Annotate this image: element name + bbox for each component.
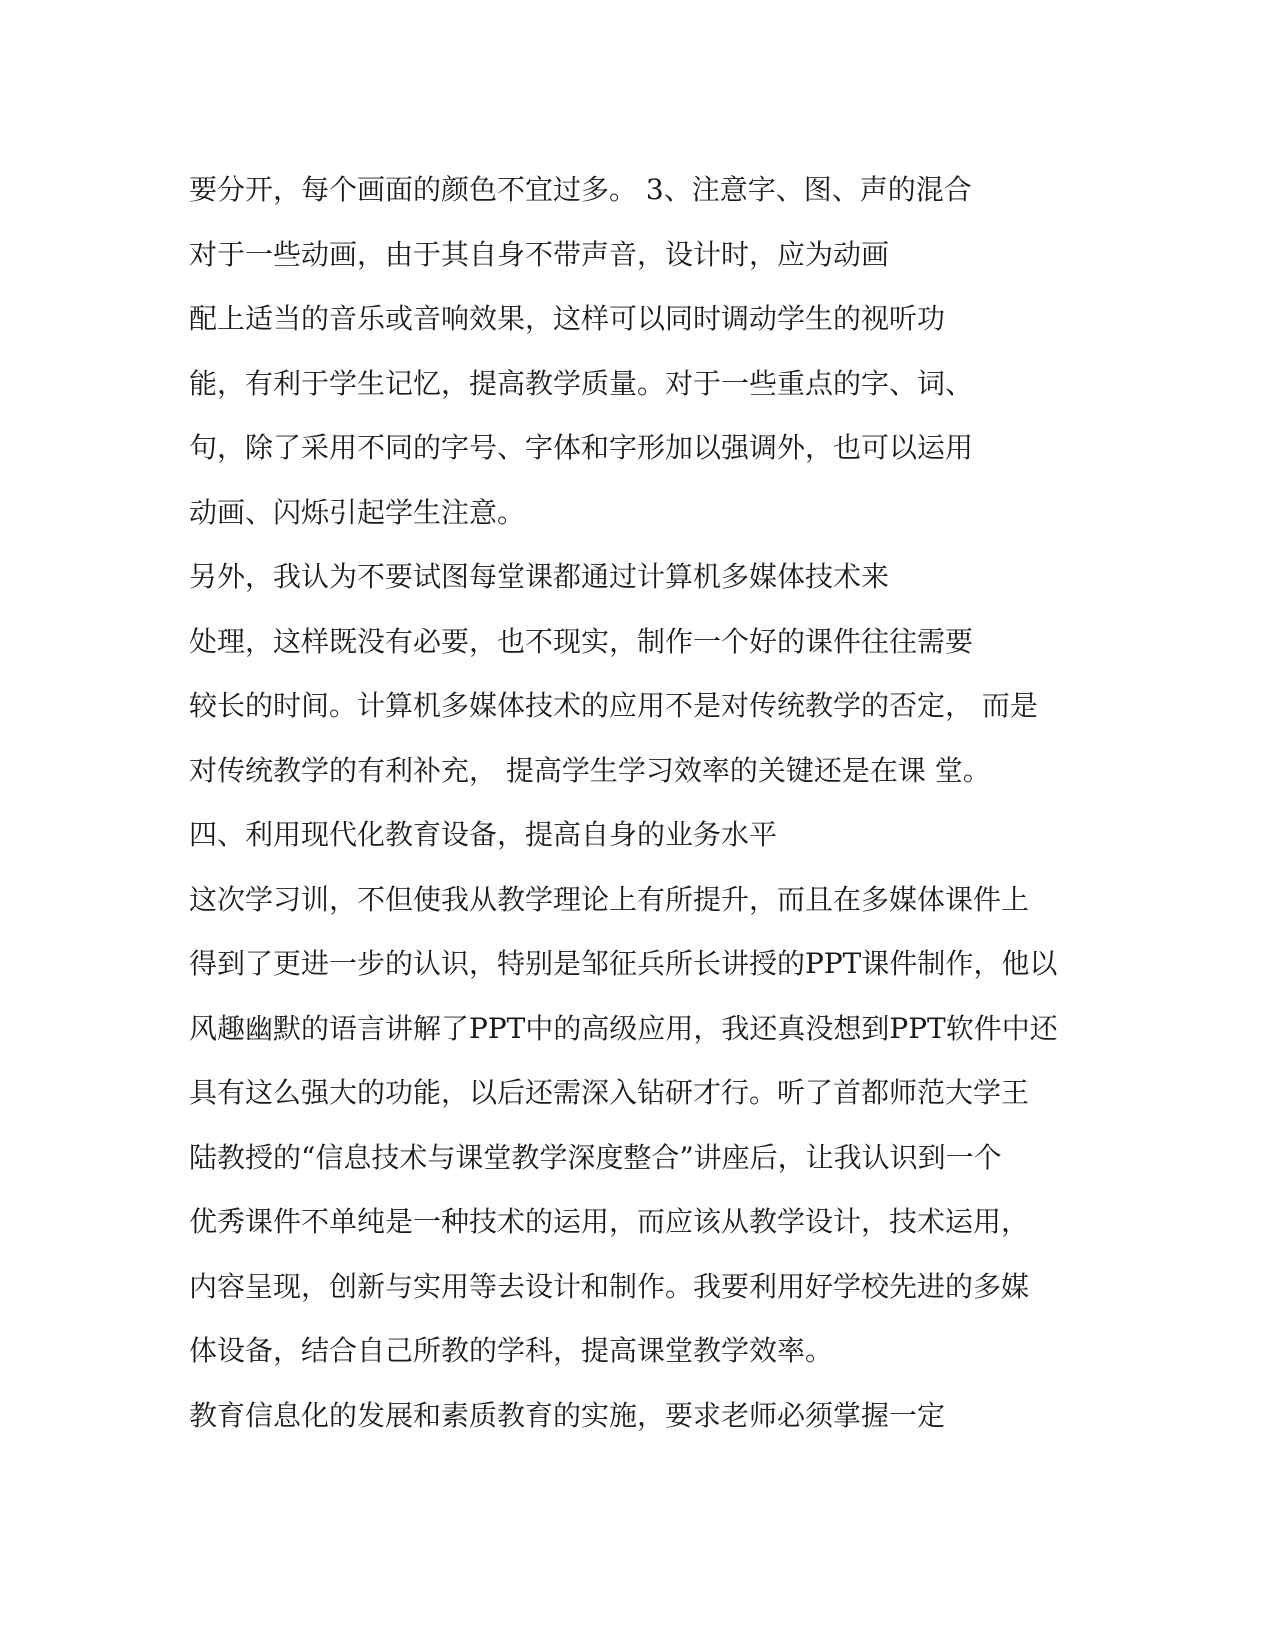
text-line: 动画、闪烁引起学生注意。: [189, 495, 526, 529]
body-text: [189, 166, 1089, 1456]
text-line: 配上适当的音乐或音响效果，这样可以同时调动学生的视听功: [189, 302, 946, 335]
text-line: 内容呈现，创新与实用等去设计和制作。我要利用好学校先进的多媒: [189, 1269, 1030, 1303]
text-line: 体设备，结合自己所教的学科，提高课堂教学效率。: [189, 1334, 834, 1367]
text-line: 这次学习训，不但使我从教学理论上有所提升，而且在多媒体课件上: [189, 882, 1030, 916]
text-line: 得到了更进一步的认识，特别是邹征兵所长讲授的PPT课件制作，他以: [189, 947, 1058, 980]
text-line: 句，除了采用不同的字号、字体和字形加以强调外，也可以运用: [189, 431, 974, 464]
text-line: 要分开，每个画面的颜色不宜过多。 3、注意字、图、声的混合: [189, 173, 972, 206]
text-line: 教育信息化的发展和素质教育的实施，要求老师必须掌握一定: [189, 1398, 946, 1432]
text-line: 具有这么强大的功能，以后还需深入钻研才行。听了首都师范大学王: [189, 1076, 1030, 1109]
text-line: 陆教授的“信息技术与课堂教学深度整合”讲座后，让我认识到一个: [189, 1140, 1002, 1174]
text-line: 优秀课件不单纯是一种技术的运用，而应该从教学设计，技术运用，: [189, 1205, 1030, 1238]
text-line: 对于一些动画，由于其自身不带声音，设计时，应为动画: [189, 237, 890, 271]
section-heading: 四、利用现代化教育设备，提高自身的业务水平: [189, 818, 778, 851]
text-line: 能，有利于学生记忆，提高教学质量。对于一些重点的字、词、: [189, 366, 974, 400]
text-line: 另外，我认为不要试图每堂课都通过计算机多媒体技术来: [189, 560, 890, 593]
text-line: 较长的时间。计算机多媒体技术的应用不是对传统教学的否定， 而是: [189, 689, 1038, 722]
text-line: 处理，这样既没有必要，也不现实，制作一个好的课件往往需要: [189, 624, 974, 658]
text-line: 对传统教学的有利补充， 提高学生学习效率的关键还是在课 堂。: [189, 753, 991, 787]
text-line: 风趣幽默的语言讲解了PPT中的高级应用，我还真没想到PPT软件中还: [189, 1011, 1058, 1045]
